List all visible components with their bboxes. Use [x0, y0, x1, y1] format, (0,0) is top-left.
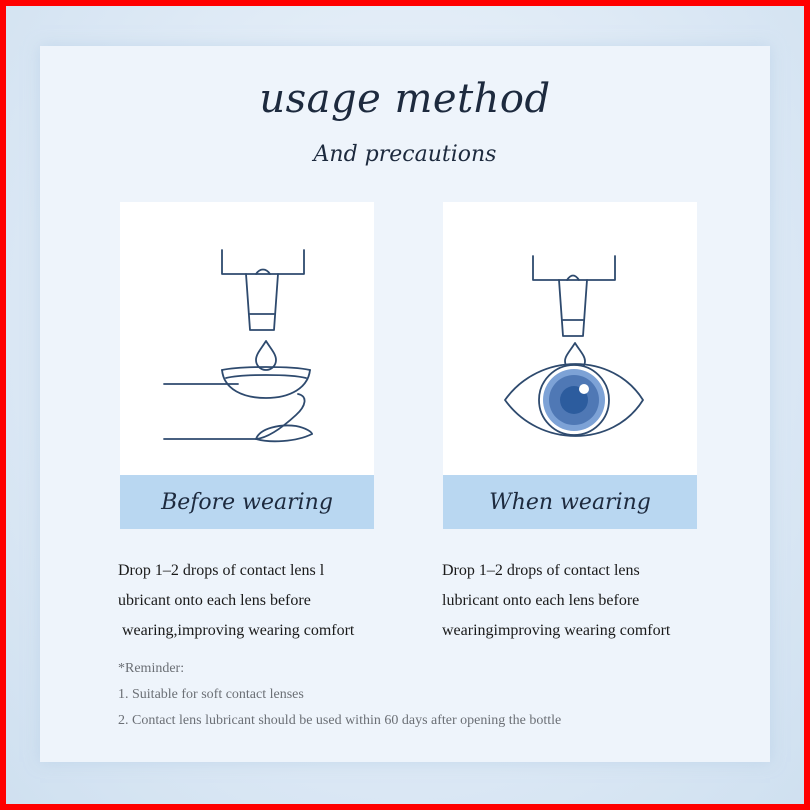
before-wearing-card	[120, 202, 374, 529]
description-line: ubricant onto each lens before	[118, 592, 311, 609]
dropper-on-lens-illustration-icon	[120, 202, 374, 475]
reminder-section	[118, 656, 561, 734]
when-wearing-label: When wearing	[443, 475, 697, 529]
reminder-heading: *Reminder:	[118, 661, 185, 676]
reminder-item: 1. Suitable for soft contact lenses	[118, 687, 304, 702]
description-line: wearing,improving wearing comfort	[118, 622, 355, 639]
before-wearing-label: Before wearing	[120, 475, 374, 529]
description-line: wearingimproving wearing comfort	[442, 622, 671, 639]
when-wearing-card	[443, 202, 697, 529]
reminder-item: 2. Contact lens lubricant should be used within 60 days after opening the bottle	[118, 713, 562, 728]
before-wearing-description	[118, 556, 408, 646]
description-line: lubricant onto each lens before	[442, 592, 640, 609]
page-title: usage method	[259, 76, 551, 122]
dropper-on-eye-illustration-icon	[443, 202, 697, 475]
page-subtitle: And precautions	[313, 142, 497, 167]
when-wearing-description	[442, 556, 742, 646]
description-line: Drop 1–2 drops of contact lens l	[118, 562, 325, 579]
description-line: Drop 1–2 drops of contact lens	[442, 562, 640, 579]
